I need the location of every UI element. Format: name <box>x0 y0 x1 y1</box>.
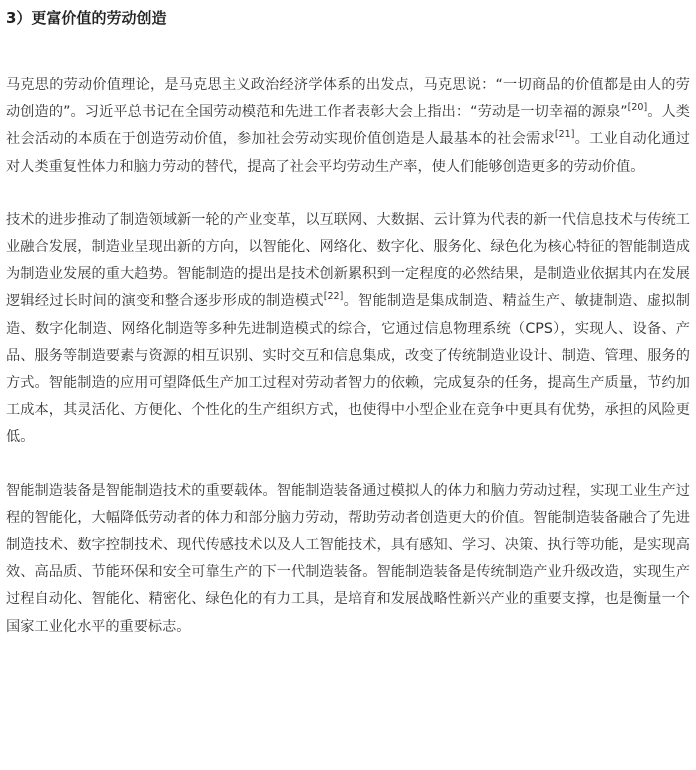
paragraph-text: 马克思的劳动价值理论，是马克思主义政治经济学体系的出发点，马克思说：“一切商品的价值都是由人的劳动创造的”。习近平总书记在全国劳动模范和先进工作者表彰大会上指出：“劳动是一切幸福的源泉” <box>6 77 690 121</box>
paragraph-text: 技术的进步推动了制造领域新一轮的产业变革，以互联网、大数据、云计算为代表的新一代信息技术与传统工业融合发展，制造业呈现出新的方向，以智能化、网络化、数字化、服务化、绿色化为核心特征的智能制造成为制造业发展的重大趋势。智能制造的提出是技术创新累积到一定程度的必然结果，是制造业依据其内在发展逻辑经过长时间的演变和整合逐步形成的制造模式 <box>6 211 690 310</box>
citation-ref: [21] <box>554 129 575 141</box>
section-heading: 3）更富价值的劳动创造 <box>6 9 167 27</box>
citation-ref: [20] <box>627 102 648 114</box>
paragraph-intelligent-equipment <box>6 478 690 641</box>
paragraph-text: 。智能制造是集成制造、精益生产、敏捷制造、虚拟制造、数字化制造、网络化制造等多种先进制造模式的综合，它通过信息物理系统（CPS），实现人、设备、产品、服务等制造要素与资源的相互识别、实时交互和信息集成，改变了传统制造业设计、制造、管理、服务的方式。智能制造的应用可望降低生产加工过程对劳动者智力的依赖，完成复杂的任务，提高生产质量，节约加工成本，其灵活化、方便化、个性化的生产组织方式，也使得中小型企业在竞争中更具有优势，承担的风险更低。 <box>6 293 690 446</box>
paragraph-text: 。工业自动化通过对人类重复性体力和脑力劳动的替代，提高了社会平均劳动生产率，使人们能够创造更多的劳动价值。 <box>6 131 690 175</box>
paragraph-text: 智能制造装备是智能制造技术的重要载体。智能制造装备通过模拟人的体力和脑力劳动过程，实现工业生产过程的智能化，大幅降低劳动者的体力和部分脑力劳动，帮助劳动者创造更大的价值。智能制造装备融合了先进制造技术、数字控制技术、现代传感技术以及人工智能技术，具有感知、学习、决策、执行等功能，是实现高效、高品质、节能环保和安全可靠生产的下一代制造装备。智能制造装备是传统制造产业升级改造，实现生产过程自动化、智能化、精密化、绿色化的有力工具，是培育和发展战略性新兴产业的重要支撑，也是衡量一个国家工业化水平的重要标志。 <box>6 482 690 635</box>
citation-ref: [22] <box>323 291 344 303</box>
paragraph-labor-value-theory <box>6 72 690 181</box>
paragraph-intelligent-manufacturing <box>6 207 690 452</box>
paragraph-text: 。人类社会活动的本质在于创造劳动价值，参加社会劳动实现价值创造是人最基本的社会需求 <box>6 104 690 148</box>
